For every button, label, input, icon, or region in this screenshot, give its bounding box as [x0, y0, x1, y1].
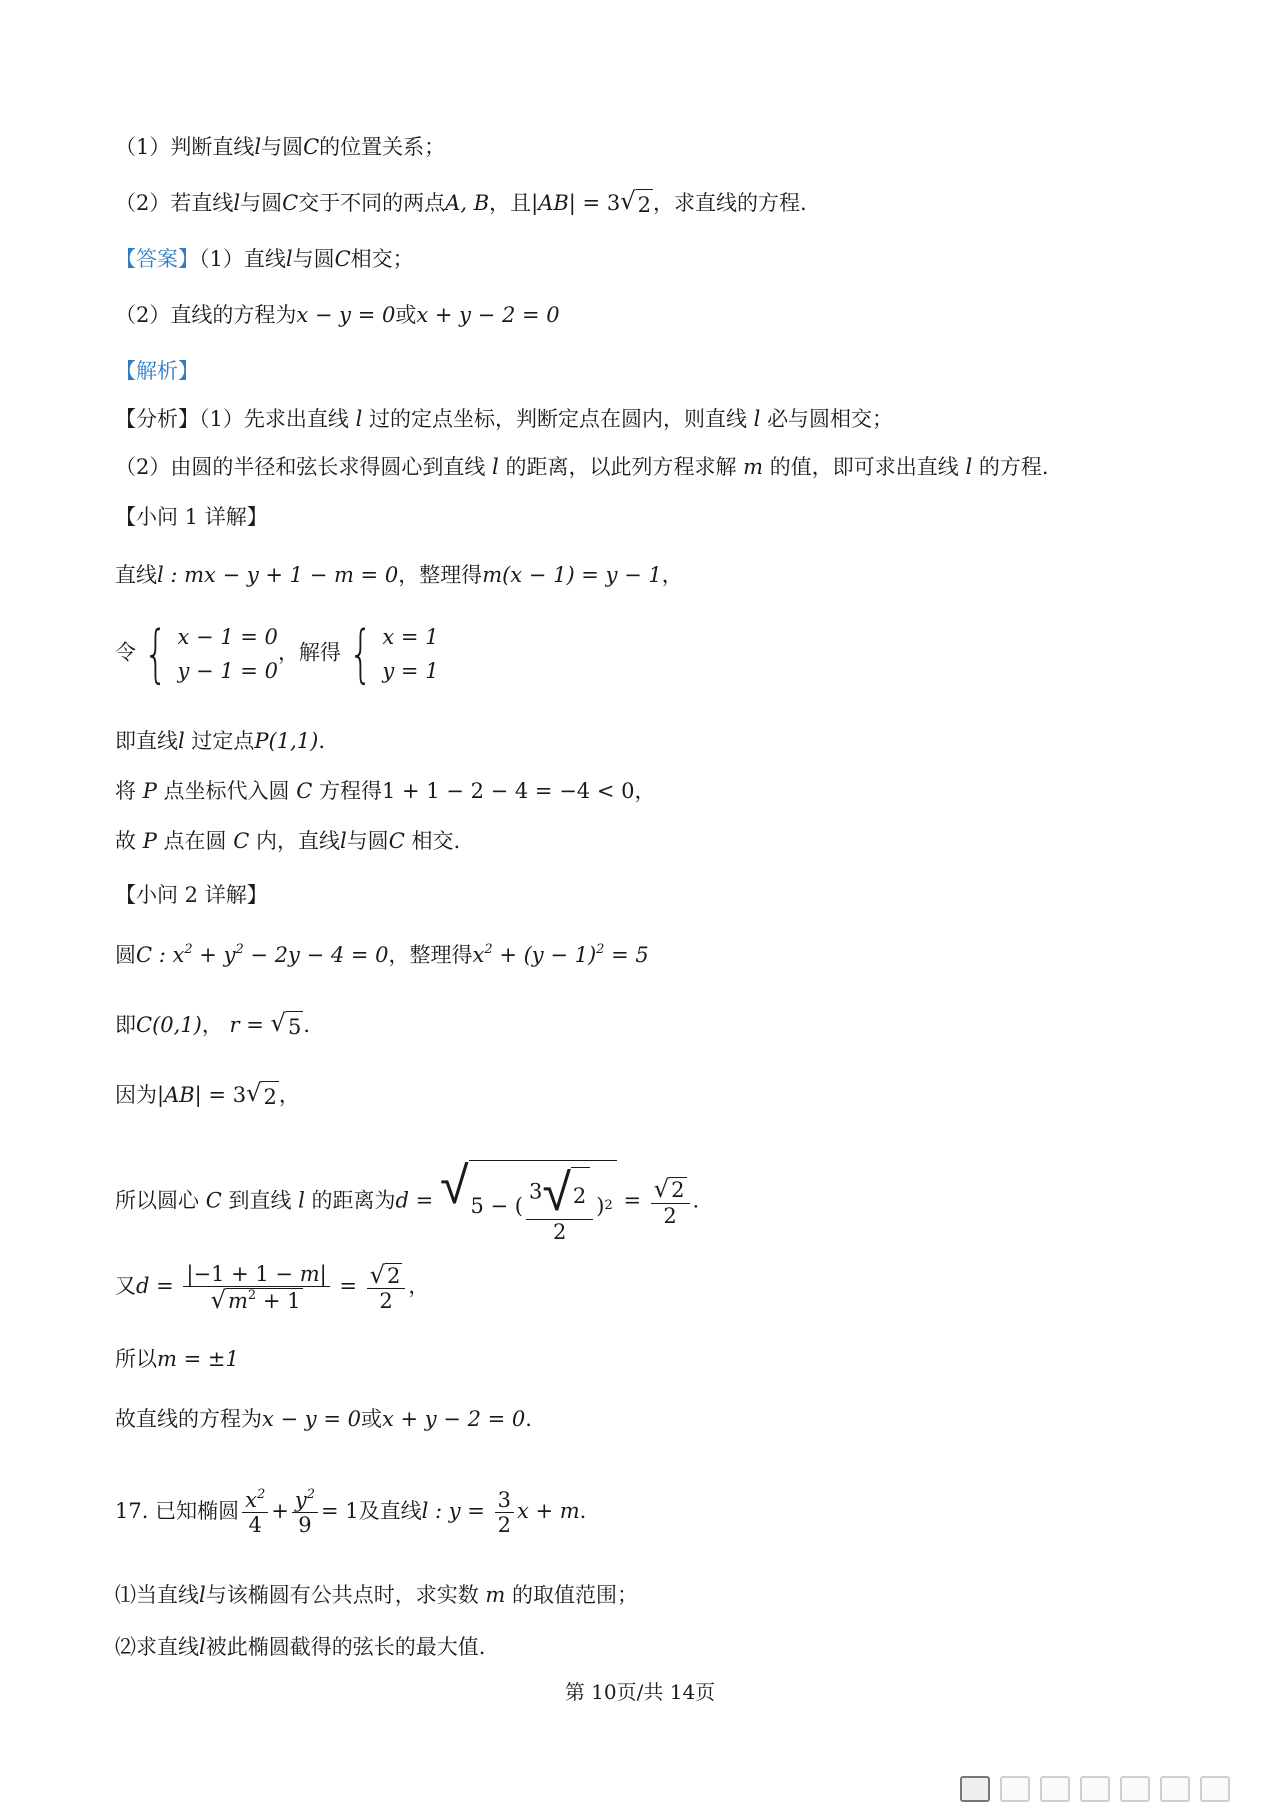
q17-part1: ⑴当直线l与该椭圆有公共点时，求实数 m 的取值范围；	[115, 1583, 639, 1607]
sub1-system: 令 { x − 1 = 0 y − 1 = 0 ，解得 { x = 1 y = 1	[115, 617, 439, 690]
q16-part1: （1）判断直线l与圆C的位置关系；	[115, 135, 446, 159]
answer-line-1: 【答案】（1）直线l与圆C相交；	[115, 247, 414, 271]
sub2-distance-2: 又d = |−1 + 1 − m| √ $m^2 + 1$ = √ 2 2 ，	[115, 1260, 430, 1315]
toolbar-button[interactable]	[960, 1776, 990, 1802]
sub2-distance: 所以圆心 C 到直线 l 的距离为d = √ 5 − ( 3 √ 2 2 ) 2 = √ 2 2 .	[115, 1156, 700, 1244]
toolbar-button[interactable]	[1080, 1776, 1110, 1802]
toolbar-button[interactable]	[1000, 1776, 1030, 1802]
sub2-line-7: 故直线的方程为x − y = 0或x + y − 2 = 0.	[115, 1407, 532, 1431]
fenxi-line-1: 【分析】（1）先求出直线 l 过的定点坐标，判断定点在圆内，则直线 l 必与圆相交；	[115, 407, 894, 431]
toolbar-button[interactable]	[1120, 1776, 1150, 1802]
q17-stem: 17. 已知椭圆 $\frac{x^2}{4}$ + $\frac{y^2}{9}$ = 1及直线l : y = $\frac{3}{2}$ x + m.	[115, 1486, 587, 1538]
sub2-line-6: 所以m = ±1	[115, 1347, 239, 1371]
page-footer: 第 10页/共 14页	[564, 1680, 716, 1704]
sub1-line-3: 即直线l 过定点P(1,1).	[115, 729, 326, 753]
viewer-toolbar	[960, 1770, 1270, 1804]
sub2-tag: 【小问 2 详解】	[115, 883, 268, 907]
sub1-line-1: 直线l : mx − y + 1 − m = 0，整理得m(x − 1) = y − 1，	[115, 563, 683, 587]
sub2-line-2: 即C(0,1)， r = √ 5 .	[115, 1010, 310, 1042]
sub1-tag: 【小问 1 详解】	[115, 505, 268, 529]
toolbar-button[interactable]	[1200, 1776, 1230, 1802]
answer-tag: 【答案】	[115, 247, 199, 271]
toolbar-button[interactable]	[1160, 1776, 1190, 1802]
sub1-line-4: 将 P 点坐标代入圆 C 方程得1 + 1 − 2 − 4 = −4 < 0，	[115, 779, 656, 803]
toolbar-button[interactable]	[1040, 1776, 1070, 1802]
fenxi-line-2: （2）由圆的半径和弦长求得圆心到直线 l 的距离，以此列方程求解 m 的值，即可求出直线 l 的方程.	[115, 455, 1049, 479]
q16-part2: （2）若直线l与圆C交于不同的两点A, B，且|AB| = 3 √ 2 ，求直线的方程.	[115, 188, 807, 220]
q17-part2: ⑵求直线l被此椭圆截得的弦长的最大值.	[115, 1635, 486, 1659]
sub1-line-5: 故 P 点在圆 C 内，直线l与圆C 相交.	[115, 829, 461, 853]
analysis-tag: 【解析】	[115, 359, 199, 383]
sub2-line-3: 因为|AB| = 3 √ 2 ，	[115, 1080, 300, 1112]
sub2-line-1: 圆C : $x^2 + y^2 - 2y - 4 = 0$，整理得$x^2 + (y - 1)^2 = 5$	[115, 941, 649, 967]
answer-line-2: （2）直线的方程为x − y = 0或x + y − 2 = 0	[115, 303, 560, 327]
